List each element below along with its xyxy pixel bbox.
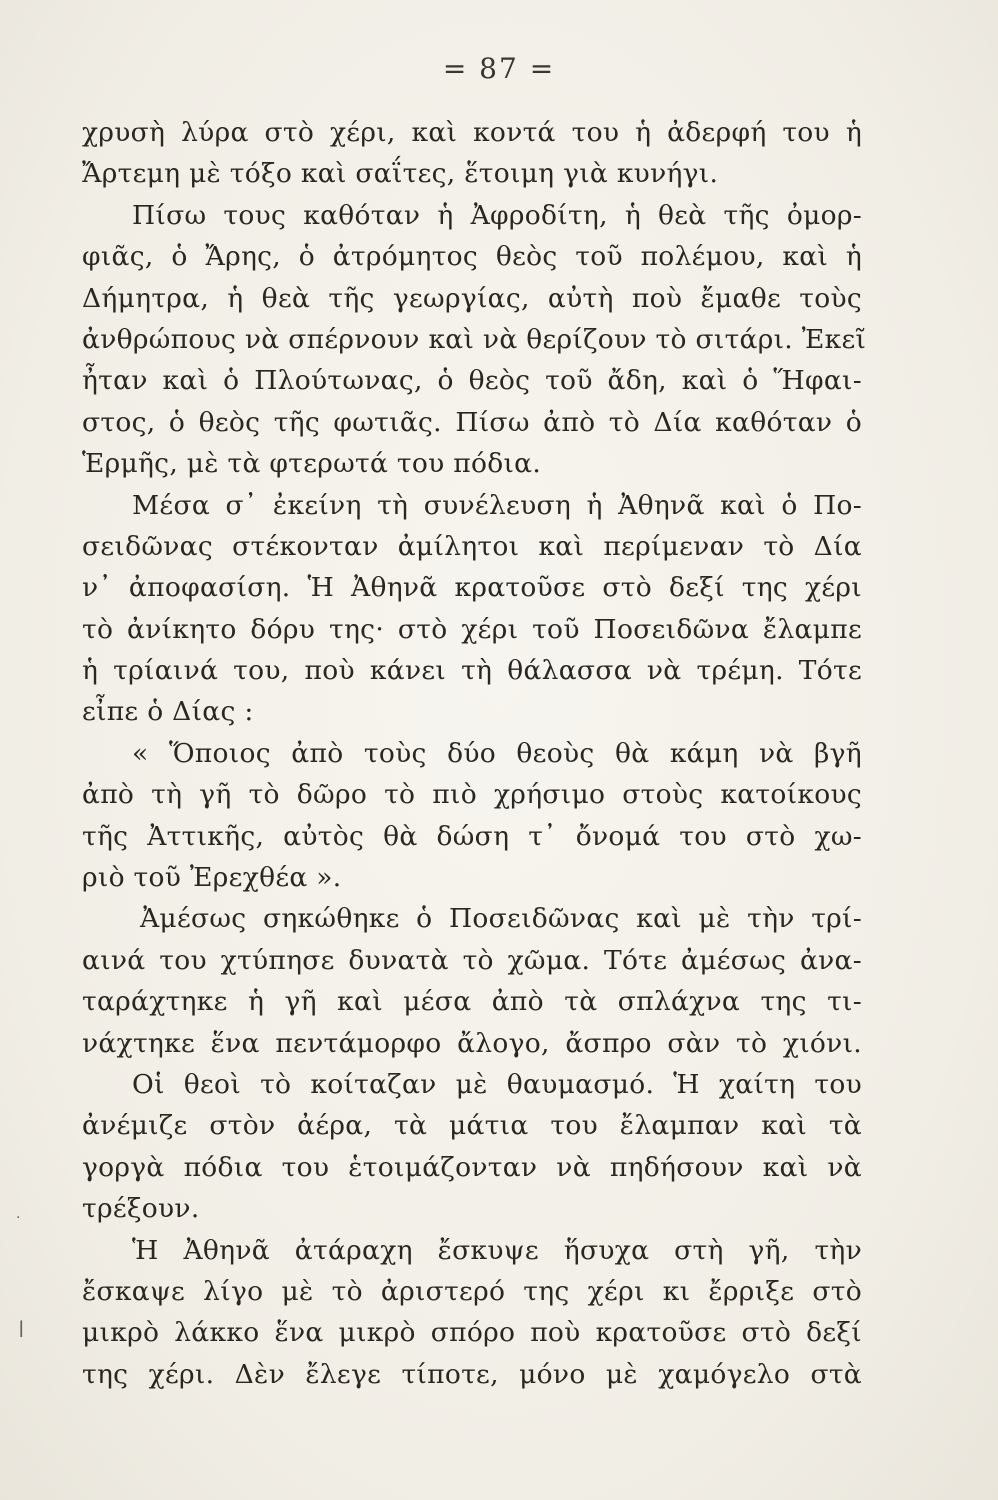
- margin-pencil-mark: ·: [16, 1210, 21, 1226]
- text-line: της χέρι. Δὲν ἔλεγε τίποτε, μόνο μὲ χαμόγελο στὰ: [82, 1358, 862, 1390]
- text-line: ἡ τρίαινά του, ποὺ κάνει τὴ θάλασσα νὰ τρέμη. Τότε: [82, 655, 862, 687]
- text-line: ἀνθρώπους νὰ σπέρνουν καὶ νὰ θερίζουν τὸ σιτάρι. Ἐκεῖ: [82, 323, 867, 355]
- paragraph-start-line: Ἀμέσως σηκώθηκε ὁ Ποσειδῶνας καὶ μὲ τὴν τρί-: [140, 903, 862, 935]
- text-line: Ἄρτεμη μὲ τόξο καὶ σαΐτες, ἕτοιμη γιὰ κυνήγι.: [82, 158, 719, 190]
- text-line: ριὸ τοῦ Ἐρεχθέα ».: [82, 862, 342, 894]
- text-line: χρυσὴ λύρα στὸ χέρι, καὶ κοντά του ἡ ἀδερφή του ἡ: [82, 117, 862, 148]
- text-line: ἔσκαψε λίγο μὲ τὸ ἀριστερό της χέρι κι ἔρριξε στὸ: [82, 1275, 862, 1307]
- page-number: = 87 =: [442, 52, 556, 85]
- text-line: Δήμητρα, ἡ θεὰ τῆς γεωργίας, αὐτὴ ποὺ ἔμαθε τοὺς: [82, 282, 862, 314]
- text-line: ταράχτηκε ἡ γῆ καὶ μέσα ἀπὸ τὰ σπλάχνα της τι-: [82, 986, 862, 1018]
- text-line: νάχτηκε ἕνα πεντάμορφο ἄλογο, ἄσπρο σὰν τὸ χιόνι.: [82, 1027, 862, 1059]
- text-line: ἦταν καὶ ὁ Πλούτωνας, ὁ θεὸς τοῦ ἄδη, καὶ ὁ Ἥφαι-: [82, 365, 862, 397]
- text-line: αινά του χτύπησε δυνατὰ τὸ χῶμα. Τότε ἀμέσως ἀνα-: [82, 944, 862, 976]
- paragraph-start-line: Ἡ Ἀθηνᾶ ἀτάραχη ἔσκυψε ἥσυχα στὴ γῆ, τὴν: [132, 1234, 862, 1266]
- paragraph-start-line: Μέσα σ᾽ ἐκείνη τὴ συνέλευση ἡ Ἀθηνᾶ καὶ ὁ Πο-: [132, 489, 862, 521]
- text-line: στος, ὁ θεὸς τῆς φωτιᾶς. Πίσω ἀπὸ τὸ Δία καθόταν ὁ: [82, 406, 862, 438]
- text-line: τὸ ἀνίκητο δόρυ της· στὸ χέρι τοῦ Ποσειδῶνα ἔλαμπε: [82, 613, 862, 645]
- paragraph-start-line: Πίσω τους καθόταν ἡ Ἀφροδίτη, ἡ θεὰ τῆς ὀμορ-: [132, 199, 862, 231]
- text-line: ἀπὸ τὴ γῆ τὸ δῶρο τὸ πιὸ χρήσιμο στοὺς κατοίκους: [82, 779, 862, 811]
- text-line: ἀνέμιζε στὸν ἀέρα, τὰ μάτια του ἔλαμπαν καὶ τὰ: [82, 1110, 862, 1142]
- text-line: φιᾶς, ὁ Ἄρης, ὁ ἀτρόμητος θεὸς τοῦ πολέμου, καὶ ἡ: [82, 241, 862, 273]
- page-body-text: [82, 112, 867, 1395]
- text-line: ν᾽ ἀποφασίση. Ἡ Ἀθηνᾶ κρατοῦσε στὸ δεξί της χέρι: [82, 572, 862, 604]
- text-line: σειδῶνας στέκονταν ἀμίλητοι καὶ περίμεναν τὸ Δία: [82, 530, 862, 562]
- text-line: τῆς Ἀττικῆς, αὐτὸς θὰ δώση τ᾽ ὄνομά του στὸ χω-: [82, 820, 862, 852]
- text-line: τρέξουν.: [82, 1193, 200, 1225]
- text-line: Ἑρμῆς, μὲ τὰ φτερωτά του πόδια.: [82, 448, 542, 480]
- paragraph-start-line: Οἱ θεοὶ τὸ κοίταζαν μὲ θαυμασμό. Ἡ χαίτη του: [132, 1068, 862, 1100]
- text-line: γοργὰ πόδια του ἑτοιμάζονταν νὰ πηδήσουν καὶ νὰ: [82, 1151, 862, 1183]
- text-line: μικρὸ λάκκο ἕνα μικρὸ σπόρο ποὺ κρατοῦσε στὸ δεξί: [82, 1317, 862, 1349]
- text-line: εἶπε ὁ Δίας :: [82, 696, 254, 728]
- quote-start-line: « Ὅποιος ἀπὸ τοὺς δύο θεοὺς θὰ κάμη νὰ βγῆ: [132, 737, 862, 769]
- margin-pencil-mark: ǀ: [18, 1318, 25, 1343]
